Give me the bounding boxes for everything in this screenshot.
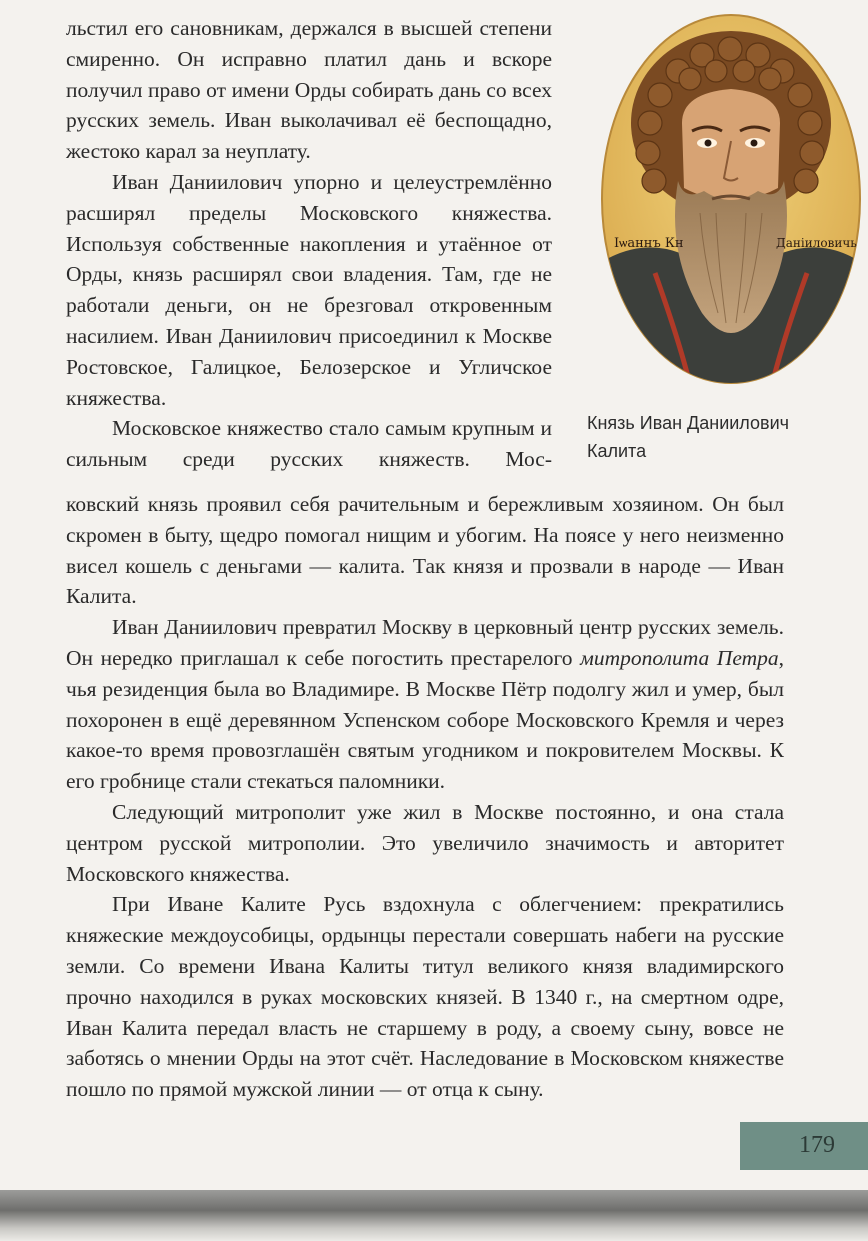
paragraph-metropolia: Следующий митрополит уже жил в Москве постоянно, и она стала центром русской митрополии. Это увеличило значимость и авторитет Московского княжества.: [66, 799, 784, 886]
paragraph-moscow-principality-start: Московское княжество стало самым крупным и сильным среди русских княжеств. Мос-: [66, 416, 552, 472]
portrait-illustration: [600, 13, 862, 385]
petr-term: митрополита Петра: [580, 645, 779, 670]
petr-text-before: Иван Даниилович превратил Москву в церковный центр русских земель. Он нередко приглашал к себе погостить престарелого: [66, 615, 784, 670]
paragraph-tribute: льстил его сановникам, держался в высшей степени смиренно. Он исправно платил дань и вскоре получил право от имени Орды собирать дань со всех русских земель. Иван выколачивал её беспощадно, жестоко карал за неуплату.: [66, 16, 552, 164]
text-column-wide: [66, 489, 784, 1105]
text-column-top: [66, 13, 552, 475]
page-number: 179: [799, 1132, 835, 1158]
paragraph-succession: При Иване Калите Русь вздохнула с облегчением: прекратились княжеские междоусобицы, ордынцы перестали совершать набеги на русские земли. Со времени Ивана Калиты титул великого князя владимирского прочно находился в руках московских князей. В 1340 г., на смертном одре, Иван Калита передал власть не старшему в роду, а своему сыну, вовсе не заботясь о мнении Орды на этот счёт. Наследование в Московском княжестве пошло по прямой мужской линии — от отца к сыну.: [66, 892, 784, 1102]
paragraph-kalita: ковский князь проявил себя рачительным и бережливым хозяином. Он был скромен в быту, щедро помогал нищим и убогим. На поясе у него неизменно висел кошель с деньгами — калита. Так князя и прозвали в народе — Иван Калита.: [66, 492, 784, 609]
portrait-caption: Князь Иван Даниилович Калита: [587, 413, 790, 461]
scan-bottom-edge: [0, 1190, 868, 1241]
paragraph-expansion: Иван Даниилович упорно и целеустремлённо расширял пределы Московского княжества. Используя собственные накопления и утаённое от Орды, князь расширял свои владения. Там, где не работали деньги, он не брезговал откровенным насилием. Иван Даниилович присоединил к Москве Ростовское, Галицкое, Белозерское и Угличское княжества.: [66, 169, 552, 410]
petr-text-after: , чья резиденция была во Владимире. В Москве Пётр подолгу жил и умер, был похоронен в ещё деревянном Успенском соборе Московского Кремля и через какое-то время провозглашён святым угодником и покровителем Москвы. К его гробнице стали стекаться паломники.: [66, 645, 784, 794]
portrait-ivan-kalita: [600, 13, 862, 385]
portrait-inscription-right: Даніиловичь: [776, 236, 857, 250]
portrait-inscription-left: Іѡаннъ Кн: [614, 236, 684, 251]
paragraph-metropolitan-petr: [66, 612, 784, 797]
